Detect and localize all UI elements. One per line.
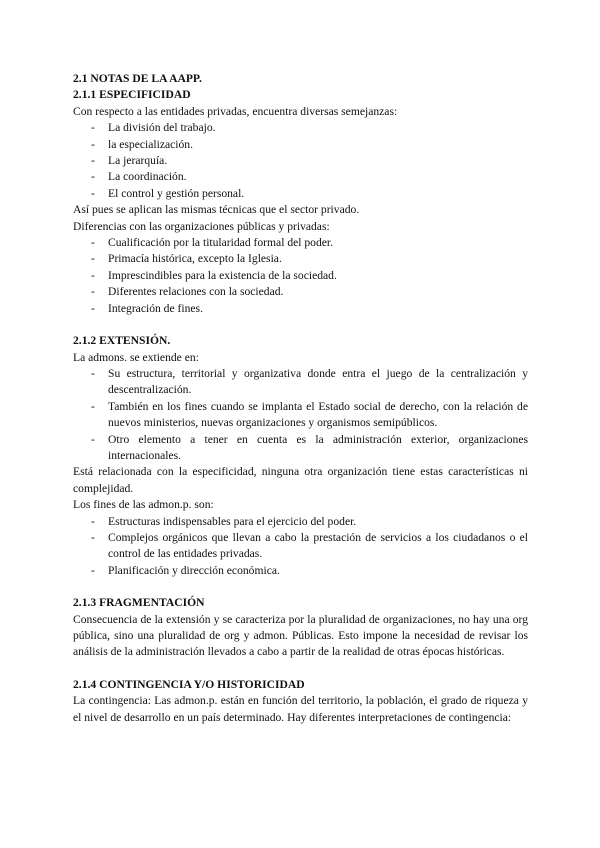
list-item: - También en los fines cuando se implanta el Estado social de derecho, con la relación de nuevos ministerios, nuevas organizaciones y organismos semipúblicos. <box>73 399 528 432</box>
spacer <box>73 317 528 333</box>
list-item: - Otro elemento a tener en cuenta es la administración exterior, organizaciones internacionales. <box>73 432 528 465</box>
subsection-title-contingencia: 2.1.4 CONTINGENCIA Y/O HISTORICIDAD <box>73 677 305 691</box>
list-item: - La jerarquía. <box>73 153 528 169</box>
paragraph: Diferencias con las organizaciones públicas y privadas: <box>73 219 330 233</box>
section-title: 2.1 NOTAS DE LA AAPP. <box>73 72 202 85</box>
list-item: - Primacía histórica, excepto la Iglesia. <box>73 251 528 267</box>
spacer <box>73 579 528 595</box>
list-item: - Integración de fines. <box>73 301 528 317</box>
diferencias-list <box>73 235 528 317</box>
list-item: - Cualificación por la titularidad formal del poder. <box>73 235 528 251</box>
list-item: - Planificación y dirección económica. <box>73 563 528 579</box>
fines-list <box>73 514 528 580</box>
list-item: - El control y gestión personal. <box>73 186 528 202</box>
list-item: - La división del trabajo. <box>73 120 528 136</box>
list-item: - Su estructura, territorial y organizativa donde entra el juego de la centralización y descentralización. <box>73 366 528 399</box>
paragraph: Con respecto a las entidades privadas, encuentra diversas semejanzas: <box>73 104 398 118</box>
document-body <box>73 71 528 726</box>
list-item: - la especialización. <box>73 137 528 153</box>
semejanzas-list <box>73 120 528 202</box>
list-item: - Complejos orgánicos que llevan a cabo la prestación de servicios a los ciudadanos o el control de las entidades privadas. <box>73 530 528 563</box>
paragraph: Está relacionada con la especificidad, ninguna otra organización tiene estas características ni complejidad. <box>73 465 528 495</box>
paragraph: Consecuencia de la extensión y se caracteriza por la pluralidad de organizaciones, no hay una org pública, sino una pluralidad de org y admon. Públicas. Esto impone la necesidad de revisar los análisis de la administración llevados a cabo a partir de la realidad de otras épocas históricas. <box>73 612 528 659</box>
list-item: - La coordinación. <box>73 169 528 185</box>
list-item: - Imprescindibles para la existencia de la sociedad. <box>73 268 528 284</box>
extension-list <box>73 366 528 464</box>
paragraph: Los fines de las admon.p. son: <box>73 498 214 512</box>
subsection-title-fragmentacion: 2.1.3 FRAGMENTACIÓN <box>73 596 205 610</box>
subsection-title-extension: 2.1.2 EXTENSIÓN. <box>73 334 171 348</box>
list-item: - Estructuras indispensables para el ejercicio del poder. <box>73 514 528 530</box>
list-item: - Diferentes relaciones con la sociedad. <box>73 284 528 300</box>
subsection-title-especificidad: 2.1.1 ESPECIFICIDAD <box>73 88 191 102</box>
paragraph: La admons. se extiende en: <box>73 350 199 364</box>
paragraph: Así pues se aplican las mismas técnicas que el sector privado. <box>73 203 360 217</box>
paragraph: La contingencia: Las admon.p. están en función del territorio, la población, el grado de riqueza y el nivel de desarrollo en un país determinado. Hay diferentes interpretaciones de contingencia: <box>73 694 528 724</box>
spacer <box>73 661 528 677</box>
